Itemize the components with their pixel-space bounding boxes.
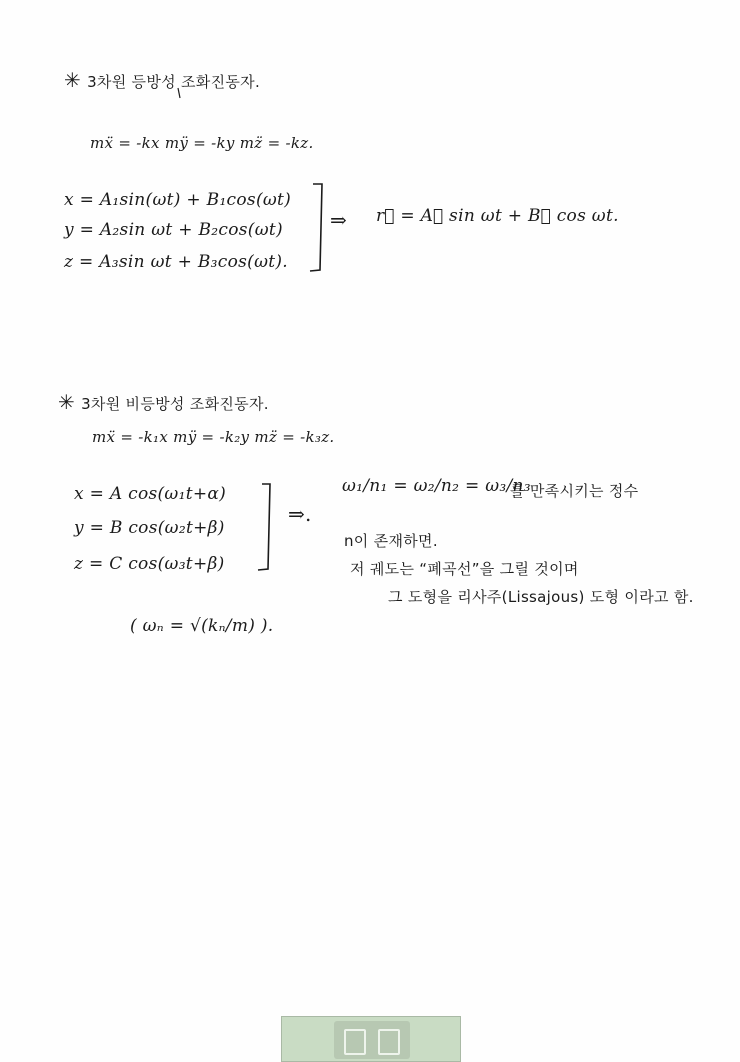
section1-x-equation: x = A₁sin(ωt) + B₁cos(ωt) — [64, 190, 292, 210]
right-bracket-2 — [258, 484, 270, 570]
section2-heading: ✳ 3차원 비등방성 조화진동자. — [58, 390, 269, 414]
section2-x-equation: x = A cos(ω₁t+α) — [74, 484, 227, 504]
section2-y-equation: y = B cos(ω₂t+β) — [74, 518, 225, 538]
section1-force-equations: mẍ = -kx mÿ = -ky mz̈ = -kz. — [90, 134, 314, 152]
implies-arrow-1: ⇒ — [330, 208, 348, 232]
omega-definition: ( ωₙ = √(kₙ/m) ). — [130, 616, 274, 636]
film-icon — [334, 1021, 410, 1059]
asterisk-icon: ✳ — [64, 68, 82, 92]
condition-line-1: n이 존재하면. — [344, 532, 438, 550]
condition-line-2: 저 궤도는 “폐곡선”을 그릴 것이며 — [350, 560, 579, 578]
section1-vector-equation: r⃗ = A⃗ sin ωt + B⃗ cos ωt. — [376, 206, 619, 226]
section2-z-equation: z = C cos(ω₃t+β) — [74, 554, 225, 574]
section2-force-equations: mẍ = -k₁x mÿ = -k₂y mz̈ = -k₃z. — [92, 428, 335, 446]
frequency-ratio-equation: ω₁/n₁ = ω₂/n₂ = ω₃/n₃ — [342, 476, 531, 496]
section1-heading: ✳ 3차원 등방성 조화진동자. — [64, 68, 261, 92]
implies-arrow-2: ⇒. — [288, 502, 312, 526]
section1-y-equation: y = A₂sin ωt + B₂cos(ωt) — [64, 220, 283, 240]
right-bracket-1 — [310, 184, 322, 271]
asterisk-icon: ✳ — [58, 390, 76, 414]
film-thumbnail[interactable] — [281, 1016, 461, 1062]
section1-z-equation: z = A₃sin ωt + B₃cos(ωt). — [64, 252, 289, 272]
frequency-ratio-condition: 를 만족시키는 정수 — [510, 482, 639, 500]
condition-line-3: 그 도형을 리사주(Lissajous) 도형 이라고 함. — [388, 588, 694, 606]
